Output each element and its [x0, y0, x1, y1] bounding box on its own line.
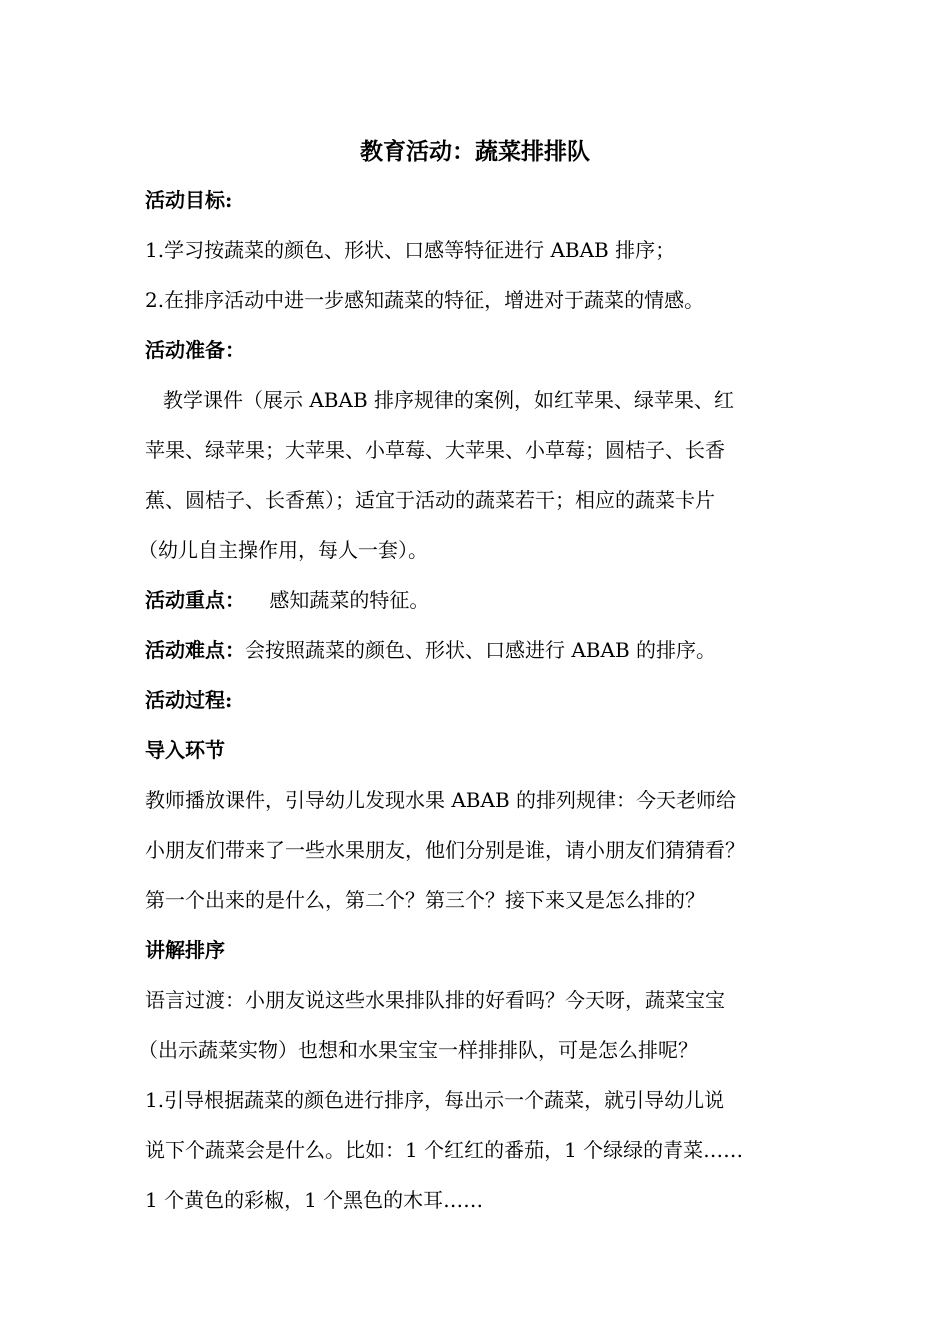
- difficulty-row: [145, 636, 845, 664]
- goals-heading: 活动目标:: [145, 188, 233, 212]
- goal-item-1: 1.学习按蔬菜的颜色、形状、口感等特征进行 ABAB 排序；: [145, 238, 676, 262]
- explain-paragraph-line: 语言过渡：小朋友说这些水果排队排的好看吗？今天呀，蔬菜宝宝: [145, 988, 725, 1012]
- focus-row: [145, 586, 845, 614]
- intro-heading: 导入环节: [145, 738, 225, 762]
- goal-item-2: 2.在排序活动中进一步感知蔬菜的特征，增进对于蔬菜的情感。: [145, 288, 705, 312]
- explain-paragraph-line: 1 个黄色的彩椒，1 个黑色的木耳……: [145, 1188, 484, 1212]
- difficulty-text: 会按照蔬菜的颜色、形状、口感进行 ABAB 的排序。: [245, 638, 716, 662]
- process-heading: 活动过程:: [145, 688, 233, 712]
- focus-text: 感知蔬菜的特征。: [269, 588, 430, 612]
- focus-label: 活动重点：: [145, 588, 245, 612]
- prep-paragraph-line: 教学课件（展示 ABAB 排序规律的案例，如红苹果、绿苹果、红: [163, 388, 734, 412]
- difficulty-label: 活动难点：: [145, 638, 245, 662]
- intro-paragraph-line: 教师播放课件，引导幼儿发现水果 ABAB 的排列规律：今天老师给: [145, 788, 736, 812]
- explain-paragraph-line: 说下个蔬菜会是什么。比如：1 个红红的番茄，1 个绿绿的青菜……: [145, 1138, 744, 1162]
- intro-paragraph-line: 小朋友们带来了一些水果朋友，他们分别是谁，请小朋友们猜猜看？: [145, 838, 745, 862]
- prep-paragraph-line: （幼儿自主操作用，每人一套）。: [138, 538, 428, 562]
- document-title: 教育活动：蔬菜排排队: [360, 138, 590, 165]
- prep-paragraph-line: 苹果、绿苹果；大苹果、小草莓、大苹果、小草莓；圆桔子、长香: [145, 438, 725, 462]
- explain-heading: 讲解排序: [145, 938, 225, 962]
- prep-paragraph-line: 蕉、圆桔子、长香蕉）；适宜于活动的蔬菜若干；相应的蔬菜卡片: [145, 488, 715, 512]
- explain-paragraph-line: （出示蔬菜实物）也想和水果宝宝一样排排队，可是怎么排呢？: [138, 1038, 698, 1062]
- prep-heading: 活动准备：: [145, 338, 245, 362]
- intro-paragraph-line: 第一个出来的是什么，第二个？第三个？接下来又是怎么排的？: [145, 888, 705, 912]
- explain-paragraph-line: 1.引导根据蔬菜的颜色进行排序，每出示一个蔬菜，就引导幼儿说: [145, 1088, 725, 1112]
